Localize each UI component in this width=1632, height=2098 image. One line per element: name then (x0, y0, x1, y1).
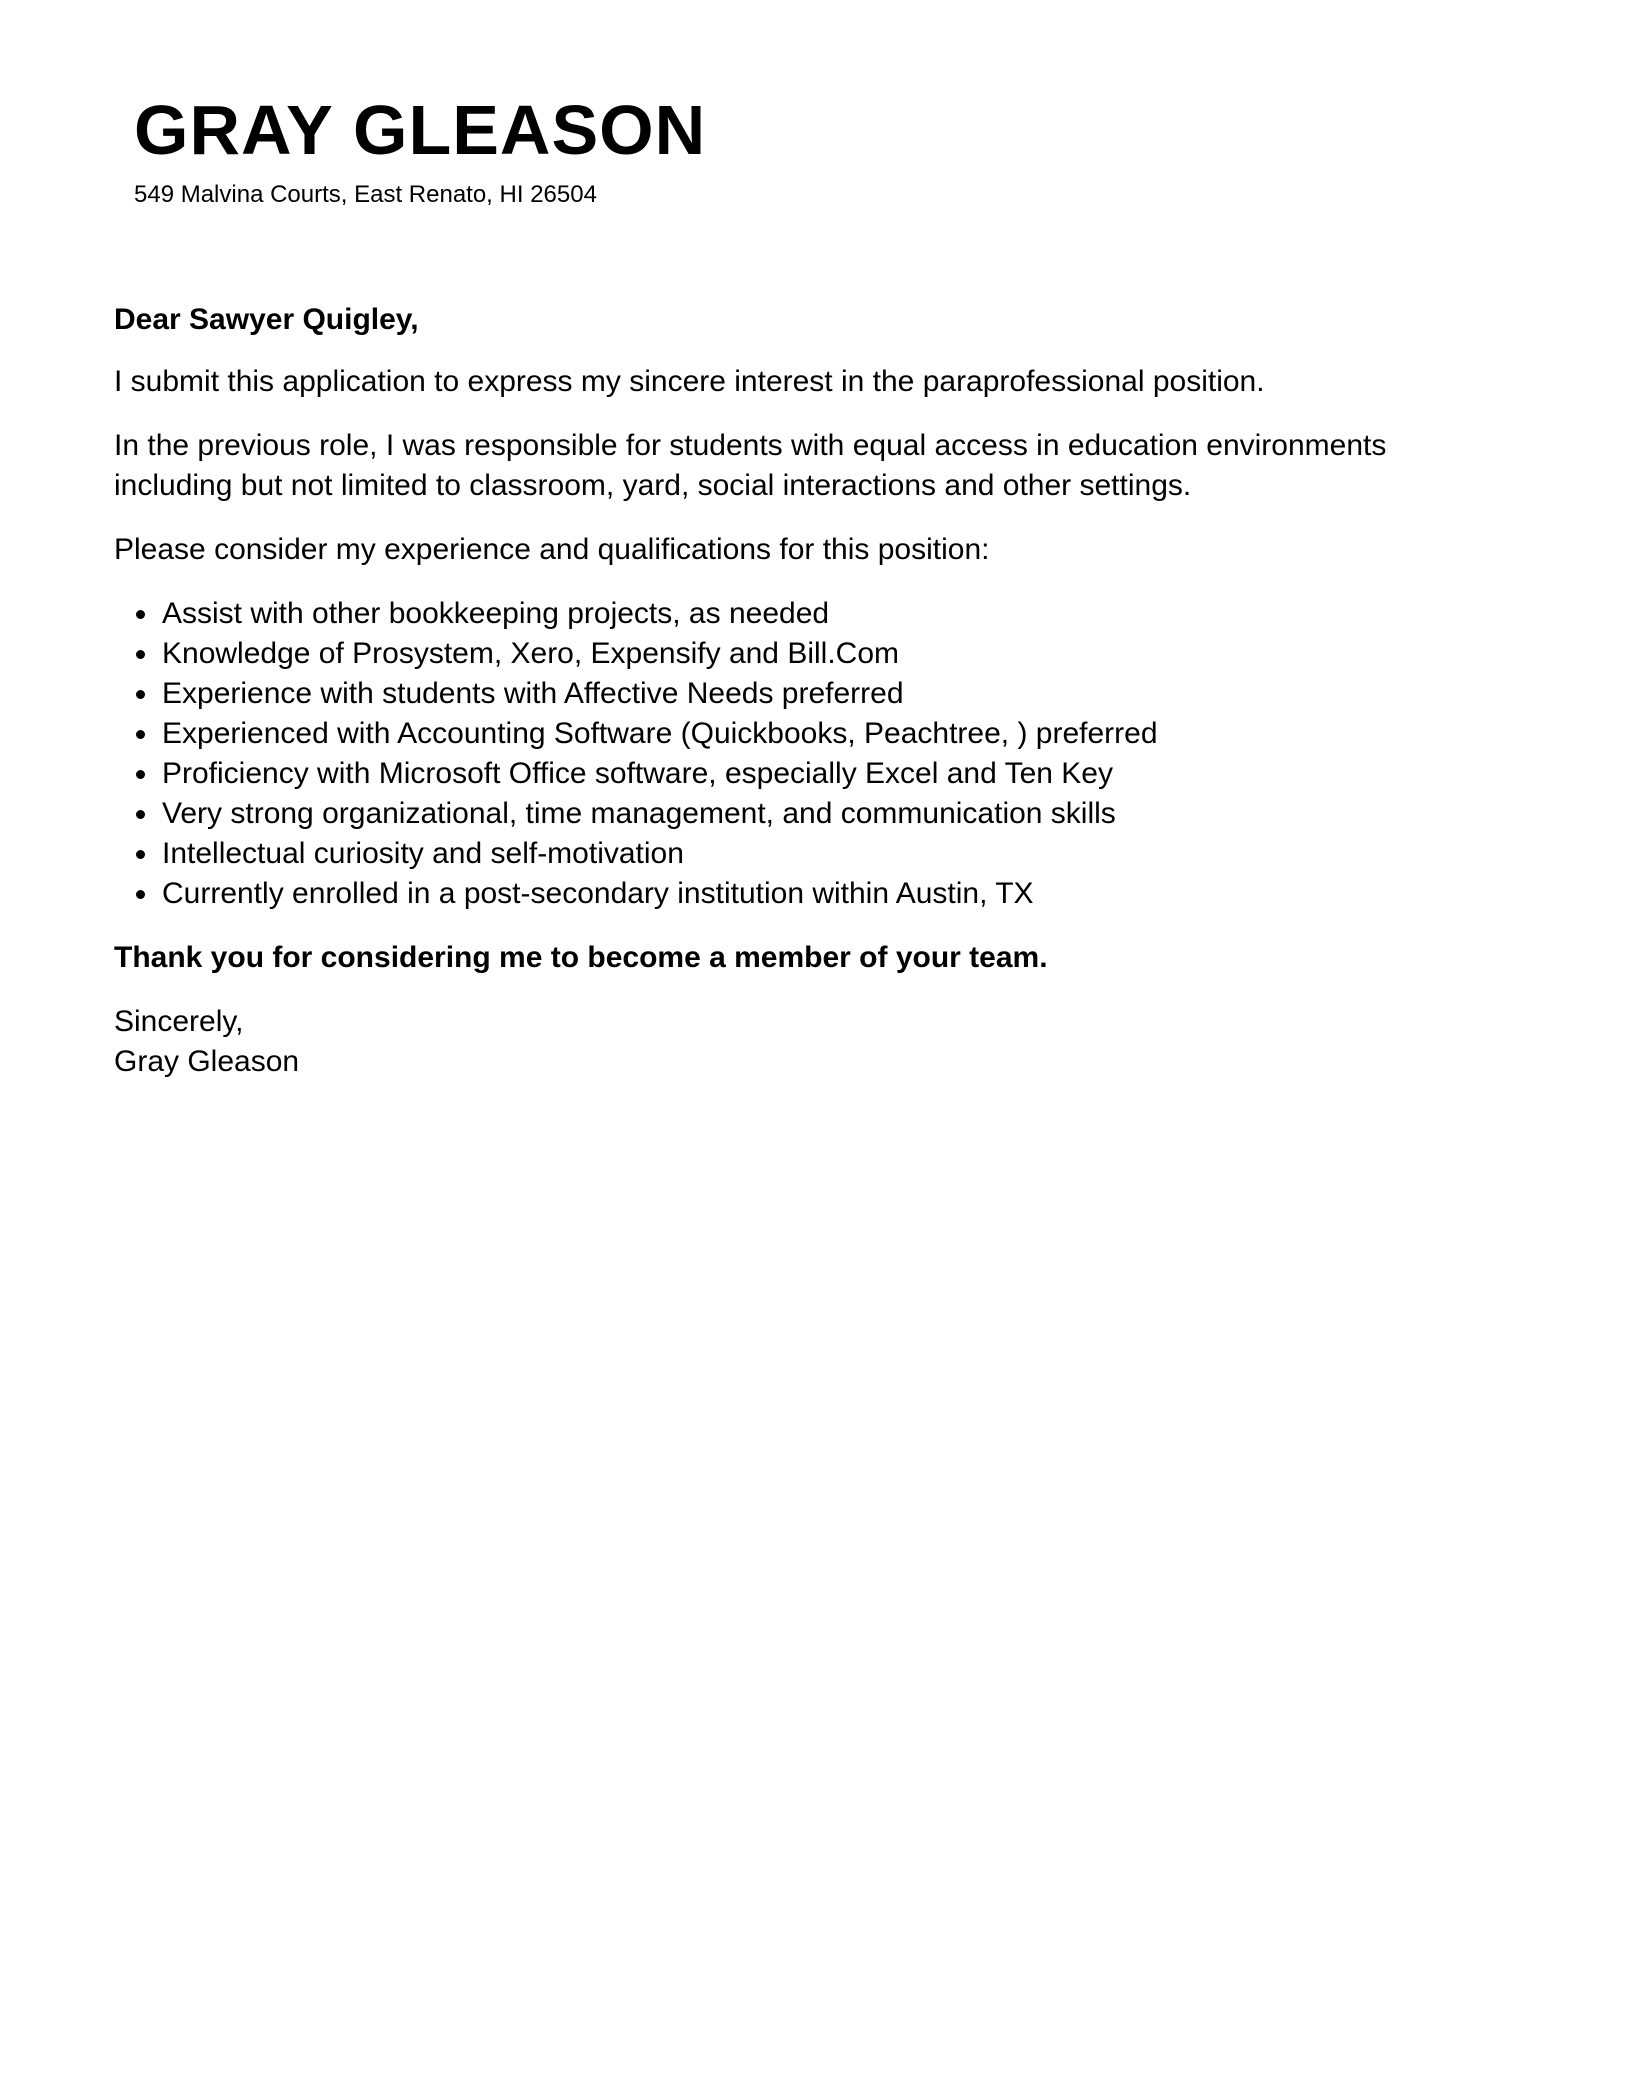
letter-header (134, 88, 706, 210)
list-item (114, 834, 1514, 874)
bullet-icon (136, 850, 145, 859)
bullet-icon (136, 770, 145, 779)
letter-body (114, 300, 1514, 1082)
list-item (114, 674, 1514, 714)
consider-paragraph: Please consider my experience and qualifications for this position: (114, 533, 990, 566)
list-item-text: Knowledge of Prosystem, Xero, Expensify and Bill.Com (162, 637, 900, 670)
salutation: Dear Sawyer Quigley, (114, 303, 419, 336)
previous-role-line-2: including but not limited to classroom, yard, social interactions and other settings. (114, 469, 1192, 502)
list-item (114, 714, 1514, 754)
list-item-text: Experience with students with Affective Needs preferred (162, 677, 904, 710)
thank-you-line: Thank you for considering me to become a member of your team. (114, 941, 1048, 974)
signoff-block (114, 1002, 1514, 1082)
bullet-icon (136, 610, 145, 619)
list-item (114, 754, 1514, 794)
bullet-icon (136, 890, 145, 899)
list-item (114, 874, 1514, 914)
list-item-text: Currently enrolled in a post-secondary institution within Austin, TX (162, 877, 1034, 910)
bullet-icon (136, 690, 145, 699)
signature: Gray Gleason (114, 1045, 300, 1078)
list-item-text: Experienced with Accounting Software (Quickbooks, Peachtree, ) preferred (162, 717, 1158, 750)
list-item (114, 634, 1514, 674)
bullet-icon (136, 810, 145, 819)
intro-paragraph: I submit this application to express my sincere interest in the paraprofessional position. (114, 365, 1265, 398)
list-item (114, 794, 1514, 834)
bullet-icon (136, 650, 145, 659)
applicant-address: 549 Malvina Courts, East Renato, HI 26504 (134, 181, 597, 208)
previous-role-paragraph (114, 426, 1514, 506)
list-item-text: Very strong organizational, time management, and communication skills (162, 797, 1116, 830)
list-item-text: Intellectual curiosity and self-motivation (162, 837, 684, 870)
previous-role-line-1: In the previous role, I was responsible for students with equal access in education environments (114, 429, 1387, 462)
list-item-text: Proficiency with Microsoft Office software, especially Excel and Ten Key (162, 757, 1113, 790)
closing: Sincerely, (114, 1005, 244, 1038)
qualifications-list (114, 594, 1514, 914)
applicant-name: GRAY GLEASON (134, 91, 707, 169)
bullet-icon (136, 730, 145, 739)
list-item (114, 594, 1514, 634)
list-item-text: Assist with other bookkeeping projects, as needed (162, 597, 830, 630)
